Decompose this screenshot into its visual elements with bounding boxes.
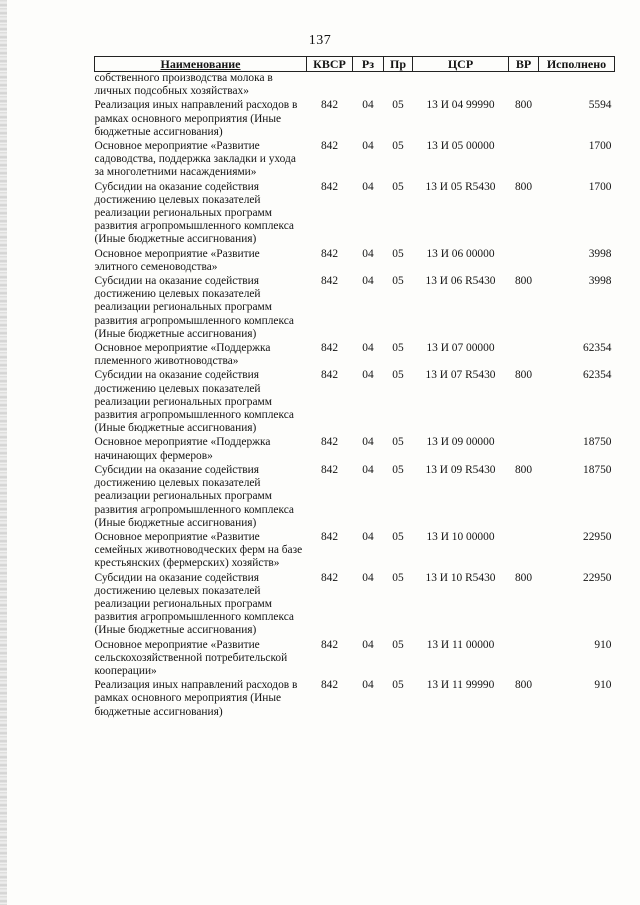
cell-name: собственного производства молока в личных подсобных хозяйствах» xyxy=(94,72,273,98)
cell-executed: 910 xyxy=(594,638,612,651)
cell-rz: 04 xyxy=(362,436,374,449)
table-row xyxy=(95,98,615,139)
cell-pr: 05 xyxy=(392,571,404,584)
cell-executed: 22950 xyxy=(583,571,612,584)
cell-vr xyxy=(509,530,539,571)
cell-rz: 04 xyxy=(362,180,374,193)
cell-csr: 13 И 07 R5430 xyxy=(425,369,496,382)
scan-edge-shadow xyxy=(0,0,7,905)
header-csr: ЦСР xyxy=(413,57,509,72)
cell-executed: 3998 xyxy=(588,275,612,288)
cell-pr: 05 xyxy=(392,247,404,260)
cell-vr xyxy=(509,638,539,679)
cell-csr: 13 И 09 00000 xyxy=(426,436,495,449)
table-row xyxy=(95,530,615,571)
cell-pr: 05 xyxy=(392,679,404,692)
cell-rz: 04 xyxy=(362,530,374,543)
cell-pr: 05 xyxy=(392,342,404,355)
cell-kvsr: 842 xyxy=(320,247,339,260)
cell-name: Субсидии на оказание содействия достижению целевых показателей реализации региональных программ развития агропромышленного комплекса (Иные бюджетные ассигнования) xyxy=(94,463,294,529)
table-body xyxy=(95,72,615,719)
header-kvsr: КВСР xyxy=(307,57,353,72)
table-row xyxy=(95,435,615,462)
cell-pr: 05 xyxy=(392,530,404,543)
cell-csr: 13 И 11 99990 xyxy=(426,679,495,692)
cell-executed: 22950 xyxy=(583,530,612,543)
cell-csr: 13 И 06 00000 xyxy=(426,247,495,260)
cell-executed xyxy=(539,72,615,99)
cell-csr: 13 И 05 00000 xyxy=(426,140,495,153)
cell-name: Субсидии на оказание содействия достижению целевых показателей реализации региональных программ развития агропромышленного комплекса (Иные бюджетные ассигнования) xyxy=(94,275,294,340)
cell-rz: 04 xyxy=(362,140,374,153)
cell-kvsr: 842 xyxy=(320,369,339,382)
cell-rz: 04 xyxy=(362,463,374,476)
cell-pr: 05 xyxy=(392,638,404,651)
cell-rz: 04 xyxy=(362,638,374,651)
cell-kvsr xyxy=(307,72,353,99)
cell-name: Субсидии на оказание содействия достижению целевых показателей реализации региональных программ развития агропромышленного комплекса (Иные бюджетные ассигнования) xyxy=(94,369,294,435)
cell-name: Основное мероприятие «Поддержка начинающих фермеров» xyxy=(94,436,271,462)
cell-name: Основное мероприятие «Развитие элитного семеноводства» xyxy=(94,247,260,273)
cell-csr: 13 И 07 00000 xyxy=(426,342,495,355)
cell-rz: 04 xyxy=(362,275,374,288)
cell-rz: 04 xyxy=(362,369,374,382)
cell-vr: 800 xyxy=(514,679,533,692)
cell-vr: 800 xyxy=(514,571,533,584)
cell-vr xyxy=(509,341,539,368)
cell-kvsr: 842 xyxy=(320,463,339,476)
table-row xyxy=(95,180,615,247)
table-row xyxy=(95,571,615,638)
cell-csr: 13 И 04 99990 xyxy=(426,99,495,112)
cell-csr: 13 И 10 00000 xyxy=(426,530,495,543)
cell-vr xyxy=(509,435,539,462)
cell-kvsr: 842 xyxy=(320,342,339,355)
header-executed: Исполнено xyxy=(539,57,615,72)
budget-table xyxy=(94,56,615,719)
cell-rz: 04 xyxy=(362,571,374,584)
cell-executed: 5594 xyxy=(588,99,612,112)
header-pr: Пр xyxy=(384,57,413,72)
cell-vr: 800 xyxy=(514,99,533,112)
cell-kvsr: 842 xyxy=(320,571,339,584)
table-row xyxy=(95,274,615,341)
cell-kvsr: 842 xyxy=(320,275,339,288)
cell-vr xyxy=(509,247,539,274)
table-row xyxy=(95,638,615,679)
cell-executed: 62354 xyxy=(583,342,612,355)
cell-name: Основное мероприятие «Развитие сельскохозяйственной потребительской кооперации» xyxy=(94,638,288,677)
page-number: 137 xyxy=(308,33,332,48)
table-row xyxy=(95,247,615,274)
cell-executed: 1700 xyxy=(588,180,612,193)
cell-executed: 910 xyxy=(594,679,612,692)
cell-csr: 13 И 06 R5430 xyxy=(425,275,496,288)
cell-executed: 18750 xyxy=(583,463,612,476)
cell-pr xyxy=(384,72,413,99)
table-row xyxy=(95,368,615,435)
cell-name: Субсидии на оказание содействия достижению целевых показателей реализации региональных программ развития агропромышленного комплекса (Иные бюджетные ассигнования) xyxy=(94,180,294,246)
cell-kvsr: 842 xyxy=(320,638,339,651)
cell-csr: 13 И 11 00000 xyxy=(426,638,495,651)
cell-csr: 13 И 05 R5430 xyxy=(425,180,496,193)
cell-pr: 05 xyxy=(392,99,404,112)
header-vr: ВР xyxy=(509,57,539,72)
cell-pr: 05 xyxy=(392,436,404,449)
cell-name: Реализация иных направлений расходов в рамках основного мероприятия (Иные бюджетные ассигнования) xyxy=(94,99,298,138)
cell-kvsr: 842 xyxy=(320,436,339,449)
cell-pr: 05 xyxy=(392,180,404,193)
cell-name: Реализация иных направлений расходов в рамках основного мероприятия (Иные бюджетные ассигнования) xyxy=(94,679,298,718)
table-row xyxy=(95,139,615,180)
cell-kvsr: 842 xyxy=(320,180,339,193)
cell-rz: 04 xyxy=(362,247,374,260)
cell-rz: 04 xyxy=(362,342,374,355)
cell-kvsr: 842 xyxy=(320,679,339,692)
cell-name: Субсидии на оказание содействия достижению целевых показателей реализации региональных программ развития агропромышленного комплекса (Иные бюджетные ассигнования) xyxy=(94,571,294,637)
cell-vr: 800 xyxy=(514,369,533,382)
cell-vr: 800 xyxy=(514,275,533,288)
cell-vr: 800 xyxy=(514,463,533,476)
cell-pr: 05 xyxy=(392,463,404,476)
cell-kvsr: 842 xyxy=(320,99,339,112)
cell-executed: 3998 xyxy=(588,247,612,260)
cell-pr: 05 xyxy=(392,275,404,288)
cell-name: Основное мероприятие «Развитие семейных животноводческих ферм на базе крестьянских (фермерских) хозяйств» xyxy=(94,530,303,570)
table-row xyxy=(95,72,615,99)
table-row xyxy=(95,678,615,719)
cell-executed: 18750 xyxy=(583,436,612,449)
cell-kvsr: 842 xyxy=(320,530,339,543)
table-row xyxy=(95,341,615,368)
cell-name: Основное мероприятие «Развитие садоводства, поддержка закладки и ухода за многолетними насаждениями» xyxy=(94,140,296,179)
cell-rz xyxy=(353,72,384,99)
cell-vr xyxy=(509,139,539,180)
cell-executed: 62354 xyxy=(583,369,612,382)
cell-pr: 05 xyxy=(392,140,404,153)
cell-csr: 13 И 09 R5430 xyxy=(425,463,496,476)
cell-kvsr: 842 xyxy=(320,140,339,153)
table-row xyxy=(95,463,615,530)
cell-executed: 1700 xyxy=(588,140,612,153)
cell-rz: 04 xyxy=(362,99,374,112)
cell-name: Основное мероприятие «Поддержка племенного животноводства» xyxy=(94,342,271,368)
table-header-row xyxy=(95,57,615,72)
cell-vr xyxy=(509,72,539,99)
header-rz: Рз xyxy=(353,57,384,72)
cell-vr: 800 xyxy=(514,180,533,193)
cell-csr: 13 И 10 R5430 xyxy=(425,571,496,584)
header-name: Наименование xyxy=(95,57,307,72)
cell-rz: 04 xyxy=(362,679,374,692)
cell-pr: 05 xyxy=(392,369,404,382)
cell-csr xyxy=(413,72,509,99)
